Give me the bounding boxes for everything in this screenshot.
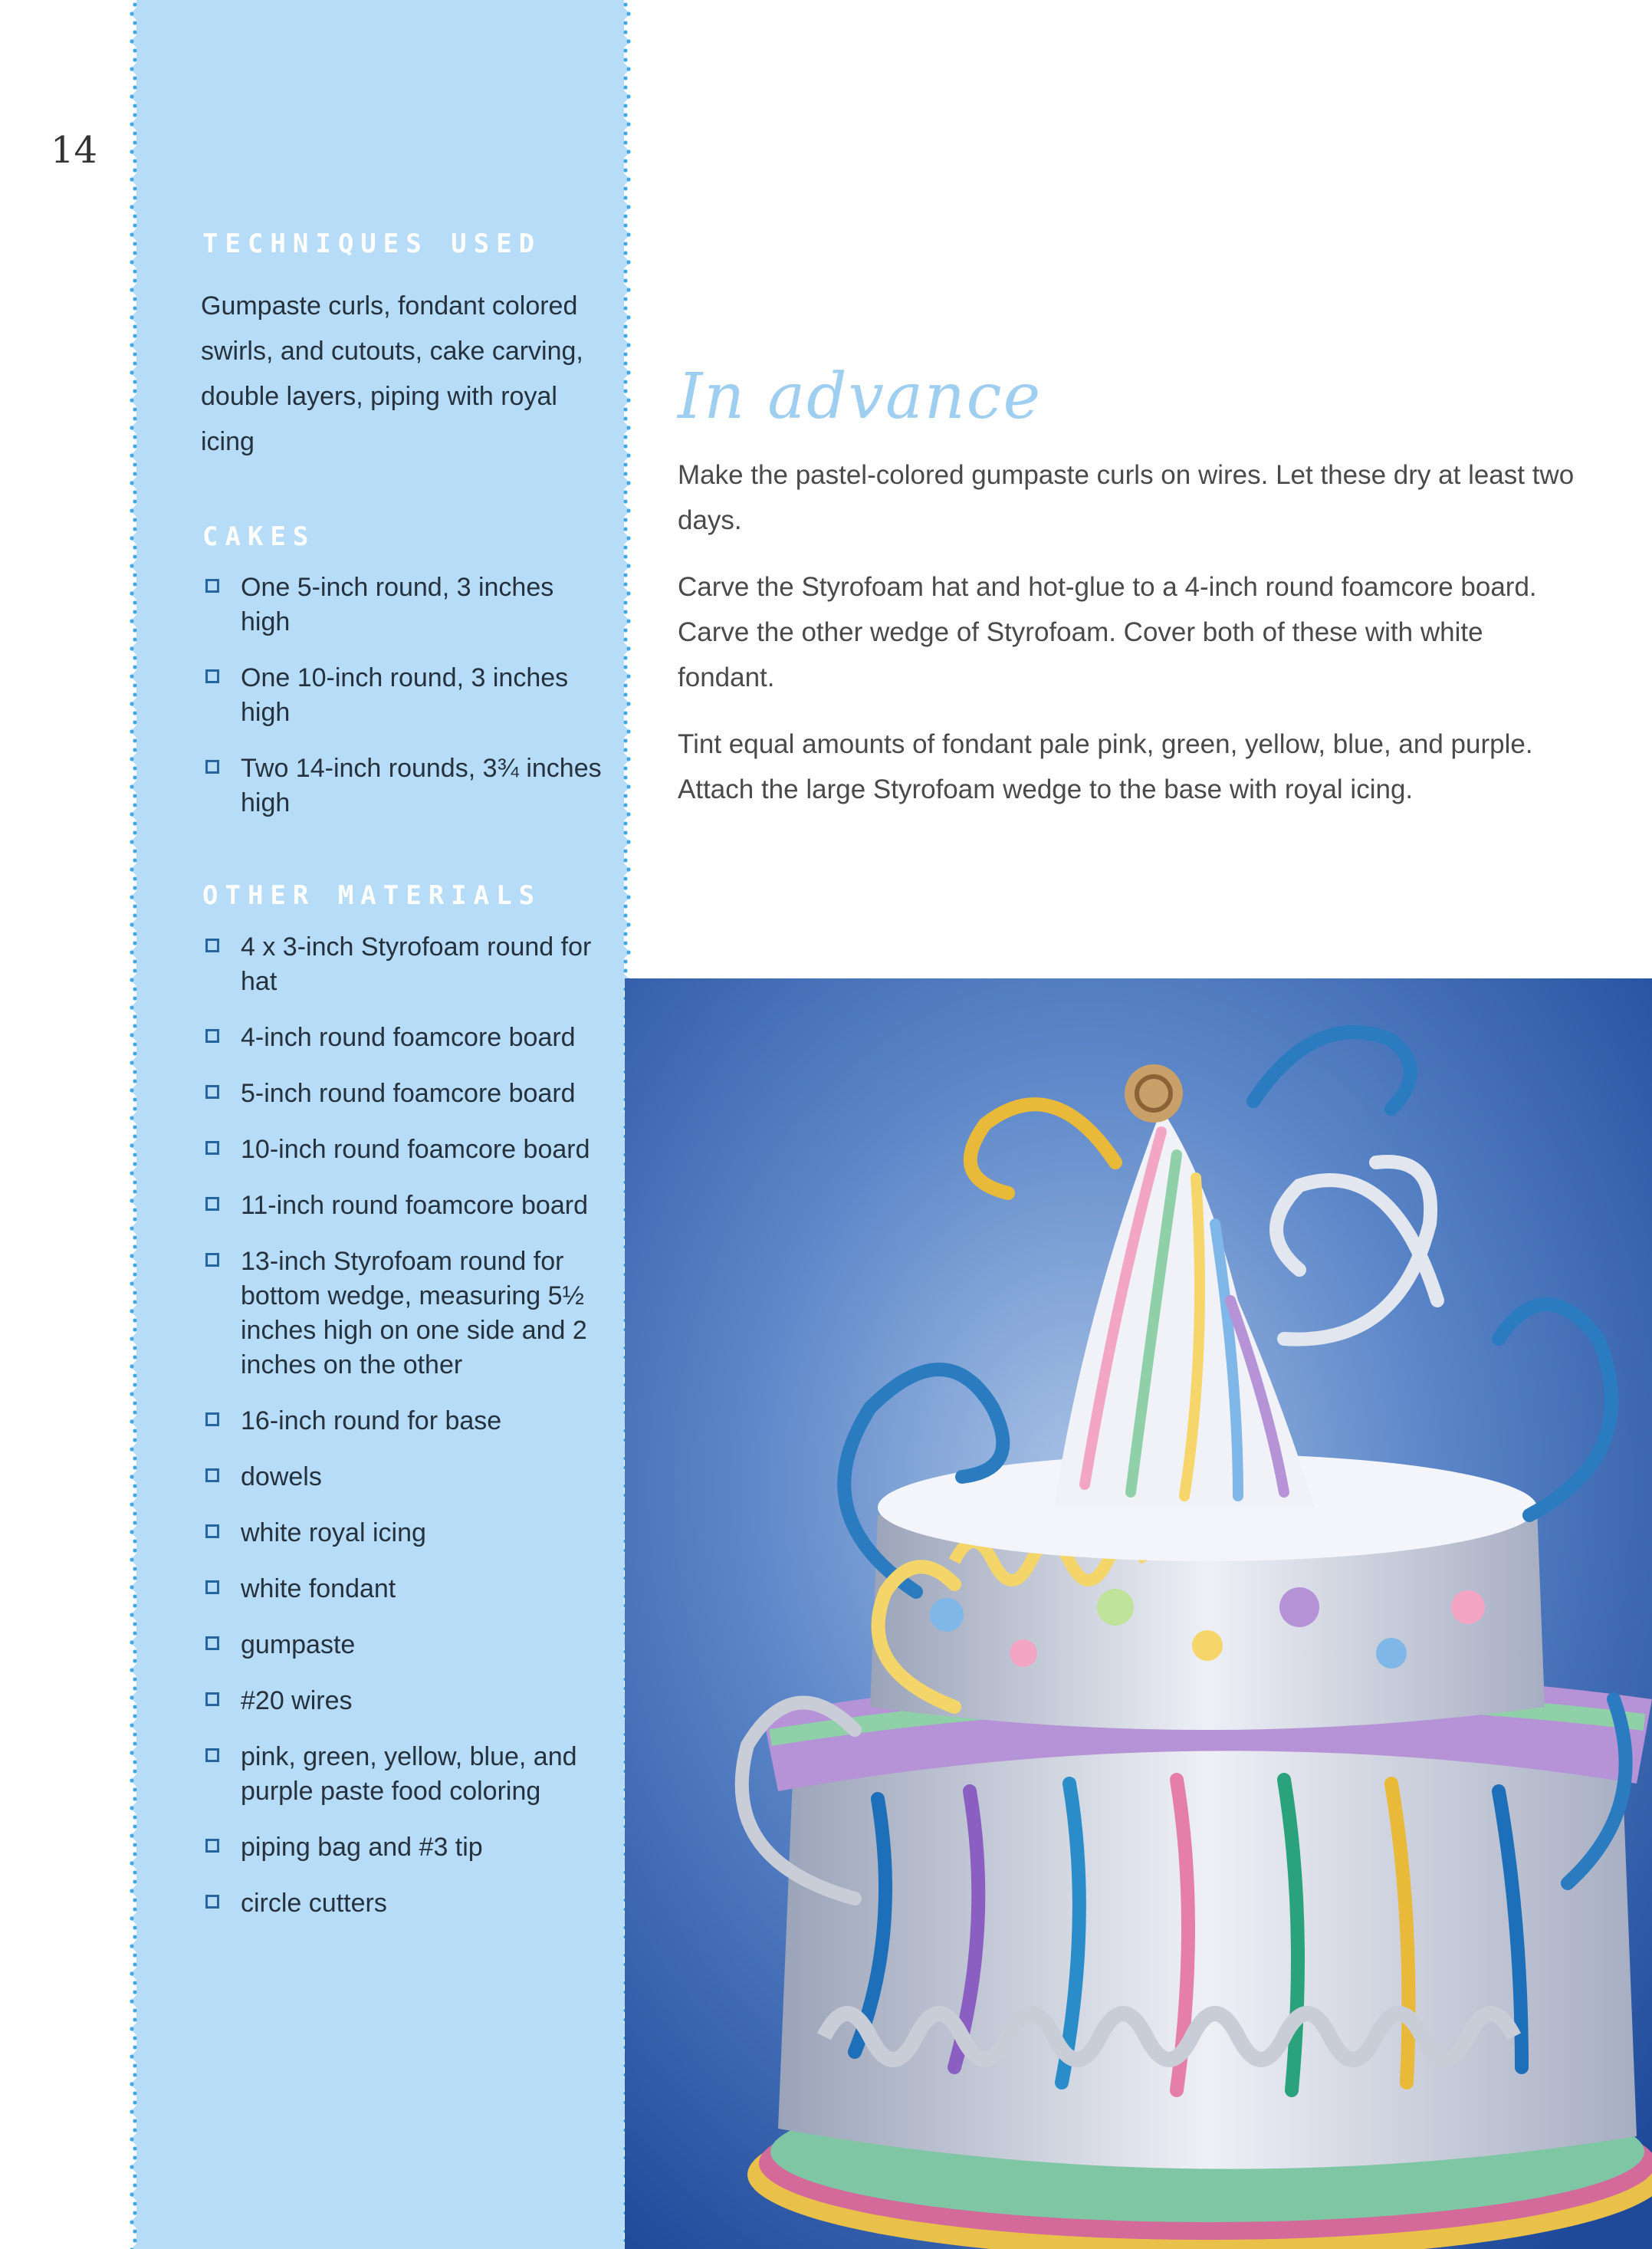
list-item: 4 x 3-inch Styrofoam round for hat bbox=[205, 930, 604, 999]
checkbox-icon[interactable] bbox=[205, 1141, 219, 1155]
advance-paragraph: Tint equal amounts of fondant pale pink, green, yellow, blue, and purple. Attach the large Styrofoam wedge to the base with royal icing. bbox=[678, 729, 1533, 804]
checkbox-icon[interactable] bbox=[205, 1197, 219, 1211]
in-advance-title: In advance bbox=[678, 360, 1043, 433]
list-item: 4-inch round foamcore board bbox=[205, 1021, 604, 1055]
list-item: circle cutters bbox=[205, 1886, 604, 1921]
list-item: One 5-inch round, 3 inches high bbox=[205, 570, 604, 640]
advance-paragraph: Make the pastel-colored gumpaste curls on wires. Let these dry at least two days. bbox=[678, 460, 1575, 535]
cakes-heading: CAKES bbox=[202, 521, 316, 552]
other-materials-heading: OTHER MATERIALS bbox=[202, 880, 542, 911]
list-item: One 10-inch round, 3 inches high bbox=[205, 661, 604, 730]
checkbox-icon[interactable] bbox=[205, 579, 219, 593]
checkbox-icon[interactable] bbox=[205, 939, 219, 952]
checkbox-icon[interactable] bbox=[205, 760, 219, 774]
checkbox-icon[interactable] bbox=[205, 1748, 219, 1762]
list-item: Two 14-inch rounds, 3¾ inches high bbox=[205, 751, 604, 820]
sidebar-left-zigzag-border bbox=[127, 0, 144, 2249]
checkbox-icon[interactable] bbox=[205, 1895, 219, 1909]
list-item: pink, green, yellow, blue, and purple paste food coloring bbox=[205, 1740, 604, 1809]
list-item: gumpaste bbox=[205, 1628, 604, 1662]
list-item: white royal icing bbox=[205, 1516, 604, 1550]
checkbox-icon[interactable] bbox=[205, 669, 219, 683]
list-item: 11-inch round foamcore board bbox=[205, 1189, 604, 1223]
materials-list bbox=[205, 930, 604, 1942]
cake-photo bbox=[625, 978, 1652, 2249]
checkbox-icon[interactable] bbox=[205, 1524, 219, 1538]
checkbox-icon[interactable] bbox=[205, 1085, 219, 1099]
list-item: 16-inch round for base bbox=[205, 1404, 604, 1439]
page-number: 14 bbox=[51, 129, 98, 172]
cakes-list bbox=[205, 570, 604, 842]
checkbox-icon[interactable] bbox=[205, 1692, 219, 1706]
list-item: #20 wires bbox=[205, 1684, 604, 1718]
checkbox-icon[interactable] bbox=[205, 1468, 219, 1482]
list-item: white fondant bbox=[205, 1572, 604, 1606]
techniques-heading: TECHNIQUES USED bbox=[202, 229, 542, 259]
list-item: piping bag and #3 tip bbox=[205, 1830, 604, 1865]
checkbox-icon[interactable] bbox=[205, 1412, 219, 1426]
checkbox-icon[interactable] bbox=[205, 1839, 219, 1853]
techniques-text: Gumpaste curls, fondant colored swirls, and cutouts, cake carving, double layers, piping with royal icing bbox=[201, 291, 583, 456]
checkbox-icon[interactable] bbox=[205, 1636, 219, 1650]
list-item: 10-inch round foamcore board bbox=[205, 1133, 604, 1167]
advance-paragraph: Carve the Styrofoam hat and hot-glue to a 4-inch round foamcore board. Carve the other wedge of Styrofoam. Cover both of these with white fondant. bbox=[678, 572, 1537, 692]
checkbox-icon[interactable] bbox=[205, 1580, 219, 1594]
list-item: 13-inch Styrofoam round for bottom wedge, measuring 5½ inches high on one side and 2 inches on the other bbox=[205, 1245, 604, 1383]
in-advance-body bbox=[678, 452, 1582, 834]
list-item: 5-inch round foamcore board bbox=[205, 1077, 604, 1111]
list-item: dowels bbox=[205, 1460, 604, 1494]
checkbox-icon[interactable] bbox=[205, 1029, 219, 1043]
checkbox-icon[interactable] bbox=[205, 1253, 219, 1267]
